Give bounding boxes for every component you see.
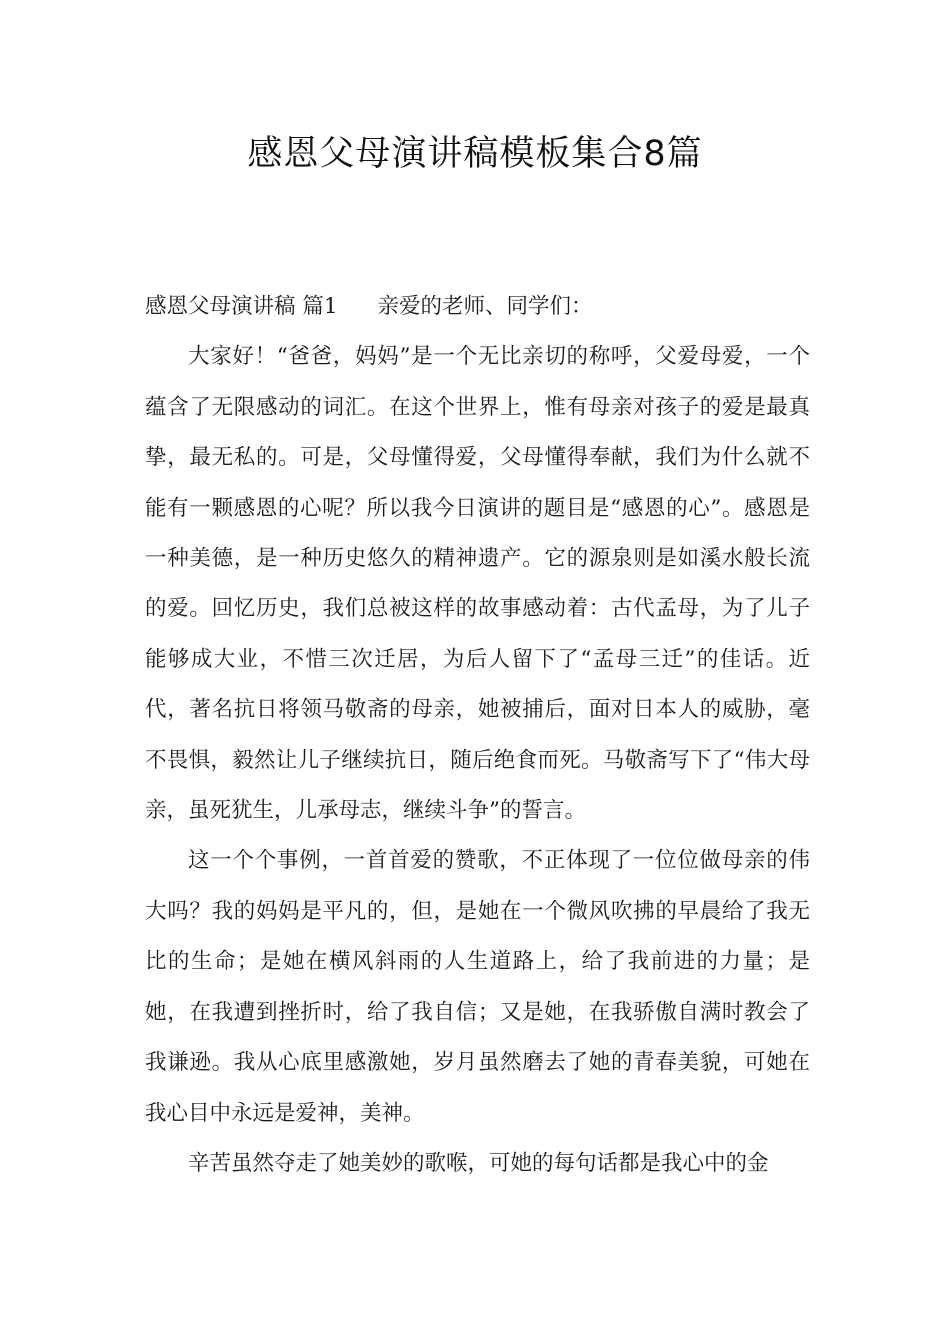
intro-line	[145, 282, 810, 332]
paragraph-2: 这一个个事例，一首首爱的赞歌，不正体现了一位位做母亲的伟大吗？我的妈妈是平凡的，但，是她在一个微风吹拂的早晨给了我无比的生命；是她在横风斜雨的人生道路上，给了我前进的力量；是她，在我遭到挫折时，给了我自信；又是她，在我骄傲自满时教会了我谦逊。我从心底里感激她，岁月虽然磨去了她的青春美貌，可她在我心目中永远是爱神，美神。	[145, 848, 810, 1126]
section-heading: 感恩父母演讲稿 篇1	[145, 294, 338, 319]
greeting: 亲爱的老师、同学们：	[377, 294, 593, 319]
document-body	[145, 282, 810, 1189]
paragraph-3: 辛苦虽然夺走了她美妙的歌喉，可她的每句话都是我心中的金	[188, 1150, 769, 1176]
document-title: 感恩父母演讲稿模板集合8篇	[247, 134, 703, 174]
paragraph-1: 大家好！“爸爸，妈妈”是一个无比亲切的称呼，父爱母爱，一个蕴含了无限感动的词汇。在这个世界上，惟有母亲对孩子的爱是最真挚，最无私的。可是，父母懂得爱，父母懂得奉献，我们为什么就不能有一颗感恩的心呢？所以我今日演讲的题目是“感恩的心”。感恩是一种美德，是一种历史悠久的精神遗产。它的源泉则是如溪水般长流的爱。回忆历史，我们总被这样的故事感动着：古代孟母，为了儿子能够成大业，不惜三次迁居，为后人留下了“孟母三迁”的佳话。近代，著名抗日将领马敬斋的母亲，她被捕后，面对日本人的威胁，毫不畏惧，毅然让儿子继续抗日，随后绝食而死。马敬斋写下了“伟大母亲，虽死犹生，儿承母志，继续斗争”的誓言。	[145, 344, 810, 824]
